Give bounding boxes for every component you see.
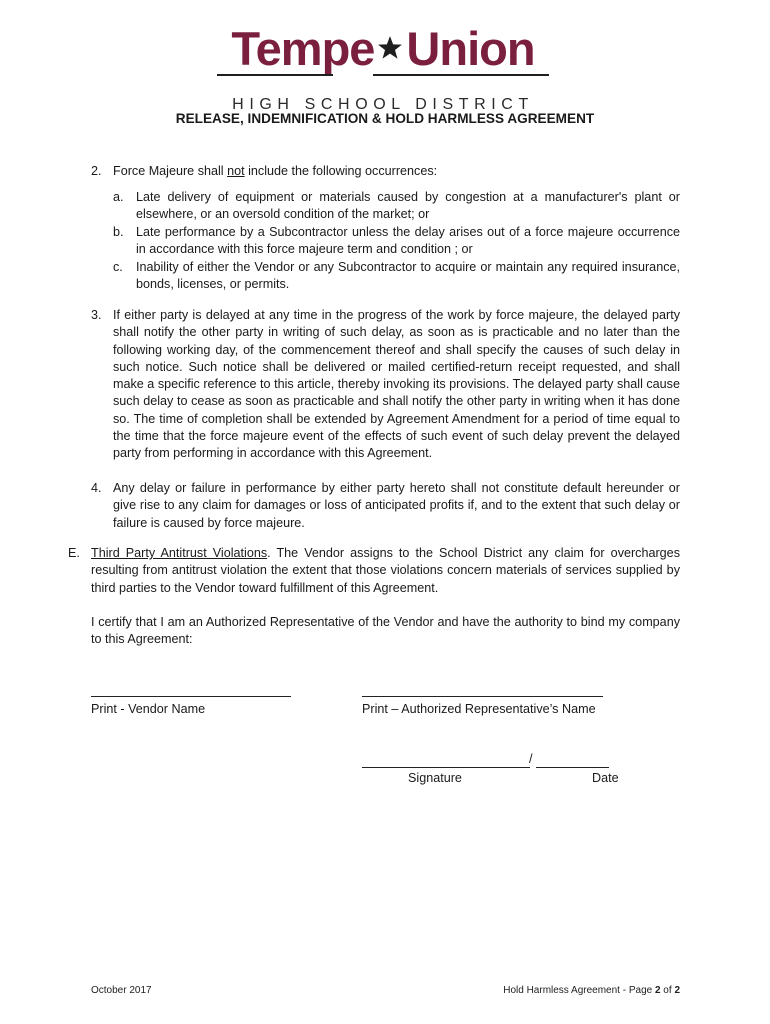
signature-date-separator: / (529, 752, 533, 766)
section-4-text: Any delay or failure in performance by either party hereto shall not constitute default hereunder or give rise to any claim for damages or loss of anticipated profits if, and to the extent that such delay or failure is caused by force majeure. (113, 481, 680, 530)
section-2b-letter: b. (113, 225, 124, 239)
signature-line[interactable] (362, 767, 530, 768)
signature-label: Signature (408, 771, 462, 785)
section-e-body: . The Vendor assigns to the School District any claim for overcharges resulting from antitrust violation the extent that those violations concern materials of services supplied by third parties to the Vendor toward fulfillment of this Agreement. (91, 546, 680, 595)
section-e-text (91, 545, 680, 597)
footer-page-of: of (660, 985, 675, 996)
footer-date: October 2017 (91, 985, 152, 996)
logo-name-right: Union (406, 21, 535, 75)
vendor-name-label: Print - Vendor Name (91, 702, 206, 716)
logo-subtitle: HIGH SCHOOL DISTRICT (232, 96, 534, 113)
footer-page-total: 2 (674, 985, 680, 996)
star-icon (377, 35, 403, 61)
footer-page-info (503, 985, 680, 996)
footer-page-prefix: Hold Harmless Agreement - Page (503, 985, 655, 996)
logo-name-left: Tempe (231, 21, 375, 75)
section-2a-letter: a. (113, 190, 124, 204)
section-3-text: If either party is delayed at any time in the progress of the work by force majeure, the delayed party shall notify the other party in writing of such delay, as soon as is practicable and no later than the following working day, of the commencement thereof and shall specify the causes of such delay in such notice. Such notice shall be delivered or mailed certified-return receipt requested, and shall make a specific reference to this article, thereby invoking its provisions. The delayed party shall cause such delay to cease as soon as practicable and shall notify the other party in writing when it has done so. The time of completion shall be extended by Agreement Amendment for a period of time equal to the time that the force majeure event of the effects of such event of such delay prevent the delayed party from performing in accordance with this Agreement. (113, 308, 680, 461)
section-3-number: 3. (91, 308, 102, 322)
logo-wordmark (213, 22, 553, 74)
section-2-intro-tail: include the following occurrences: (244, 164, 438, 178)
rep-name-label: Print – Authorized Representative’s Name (362, 702, 596, 716)
section-2-intro (113, 163, 680, 180)
section-2-not: not (227, 164, 245, 178)
section-2c-text: Inability of either the Vendor or any Subcontractor to acquire or maintain any required insurance, bonds, licenses, or permits. (136, 260, 680, 292)
vendor-name-line[interactable] (91, 696, 291, 697)
footer-page-current: 2 (654, 985, 661, 996)
rep-name-line[interactable] (362, 696, 603, 697)
date-label: Date (592, 771, 619, 785)
logo-divider-right (373, 74, 549, 76)
district-logo (213, 21, 553, 113)
document-title: RELEASE, INDEMNIFICATION & HOLD HARMLESS AGREEMENT (175, 111, 595, 126)
section-2a-text: Late delivery of equipment or materials caused by congestion at a manufacturer's plant or elsewhere, or an oversold condition of the market; or (136, 190, 680, 222)
section-2-number: 2. (91, 164, 102, 178)
section-e-letter: E. (68, 546, 80, 560)
date-line[interactable] (536, 767, 609, 768)
section-2c-letter: c. (113, 260, 123, 274)
section-2b-text: Late performance by a Subcontractor unless the delay arises out of a force majeure occurrence in accordance with this force majeure term and condition ; or (136, 225, 680, 257)
section-2-intro-text: Force Majeure shall (113, 164, 228, 178)
section-4-number: 4. (91, 481, 102, 495)
section-e-heading: Third Party Antitrust Violations (91, 546, 268, 560)
logo-divider-left (217, 74, 333, 76)
certification-statement: I certify that I am an Authorized Representative of the Vendor and have the authority to bind my company to this Agreement: (91, 615, 680, 647)
